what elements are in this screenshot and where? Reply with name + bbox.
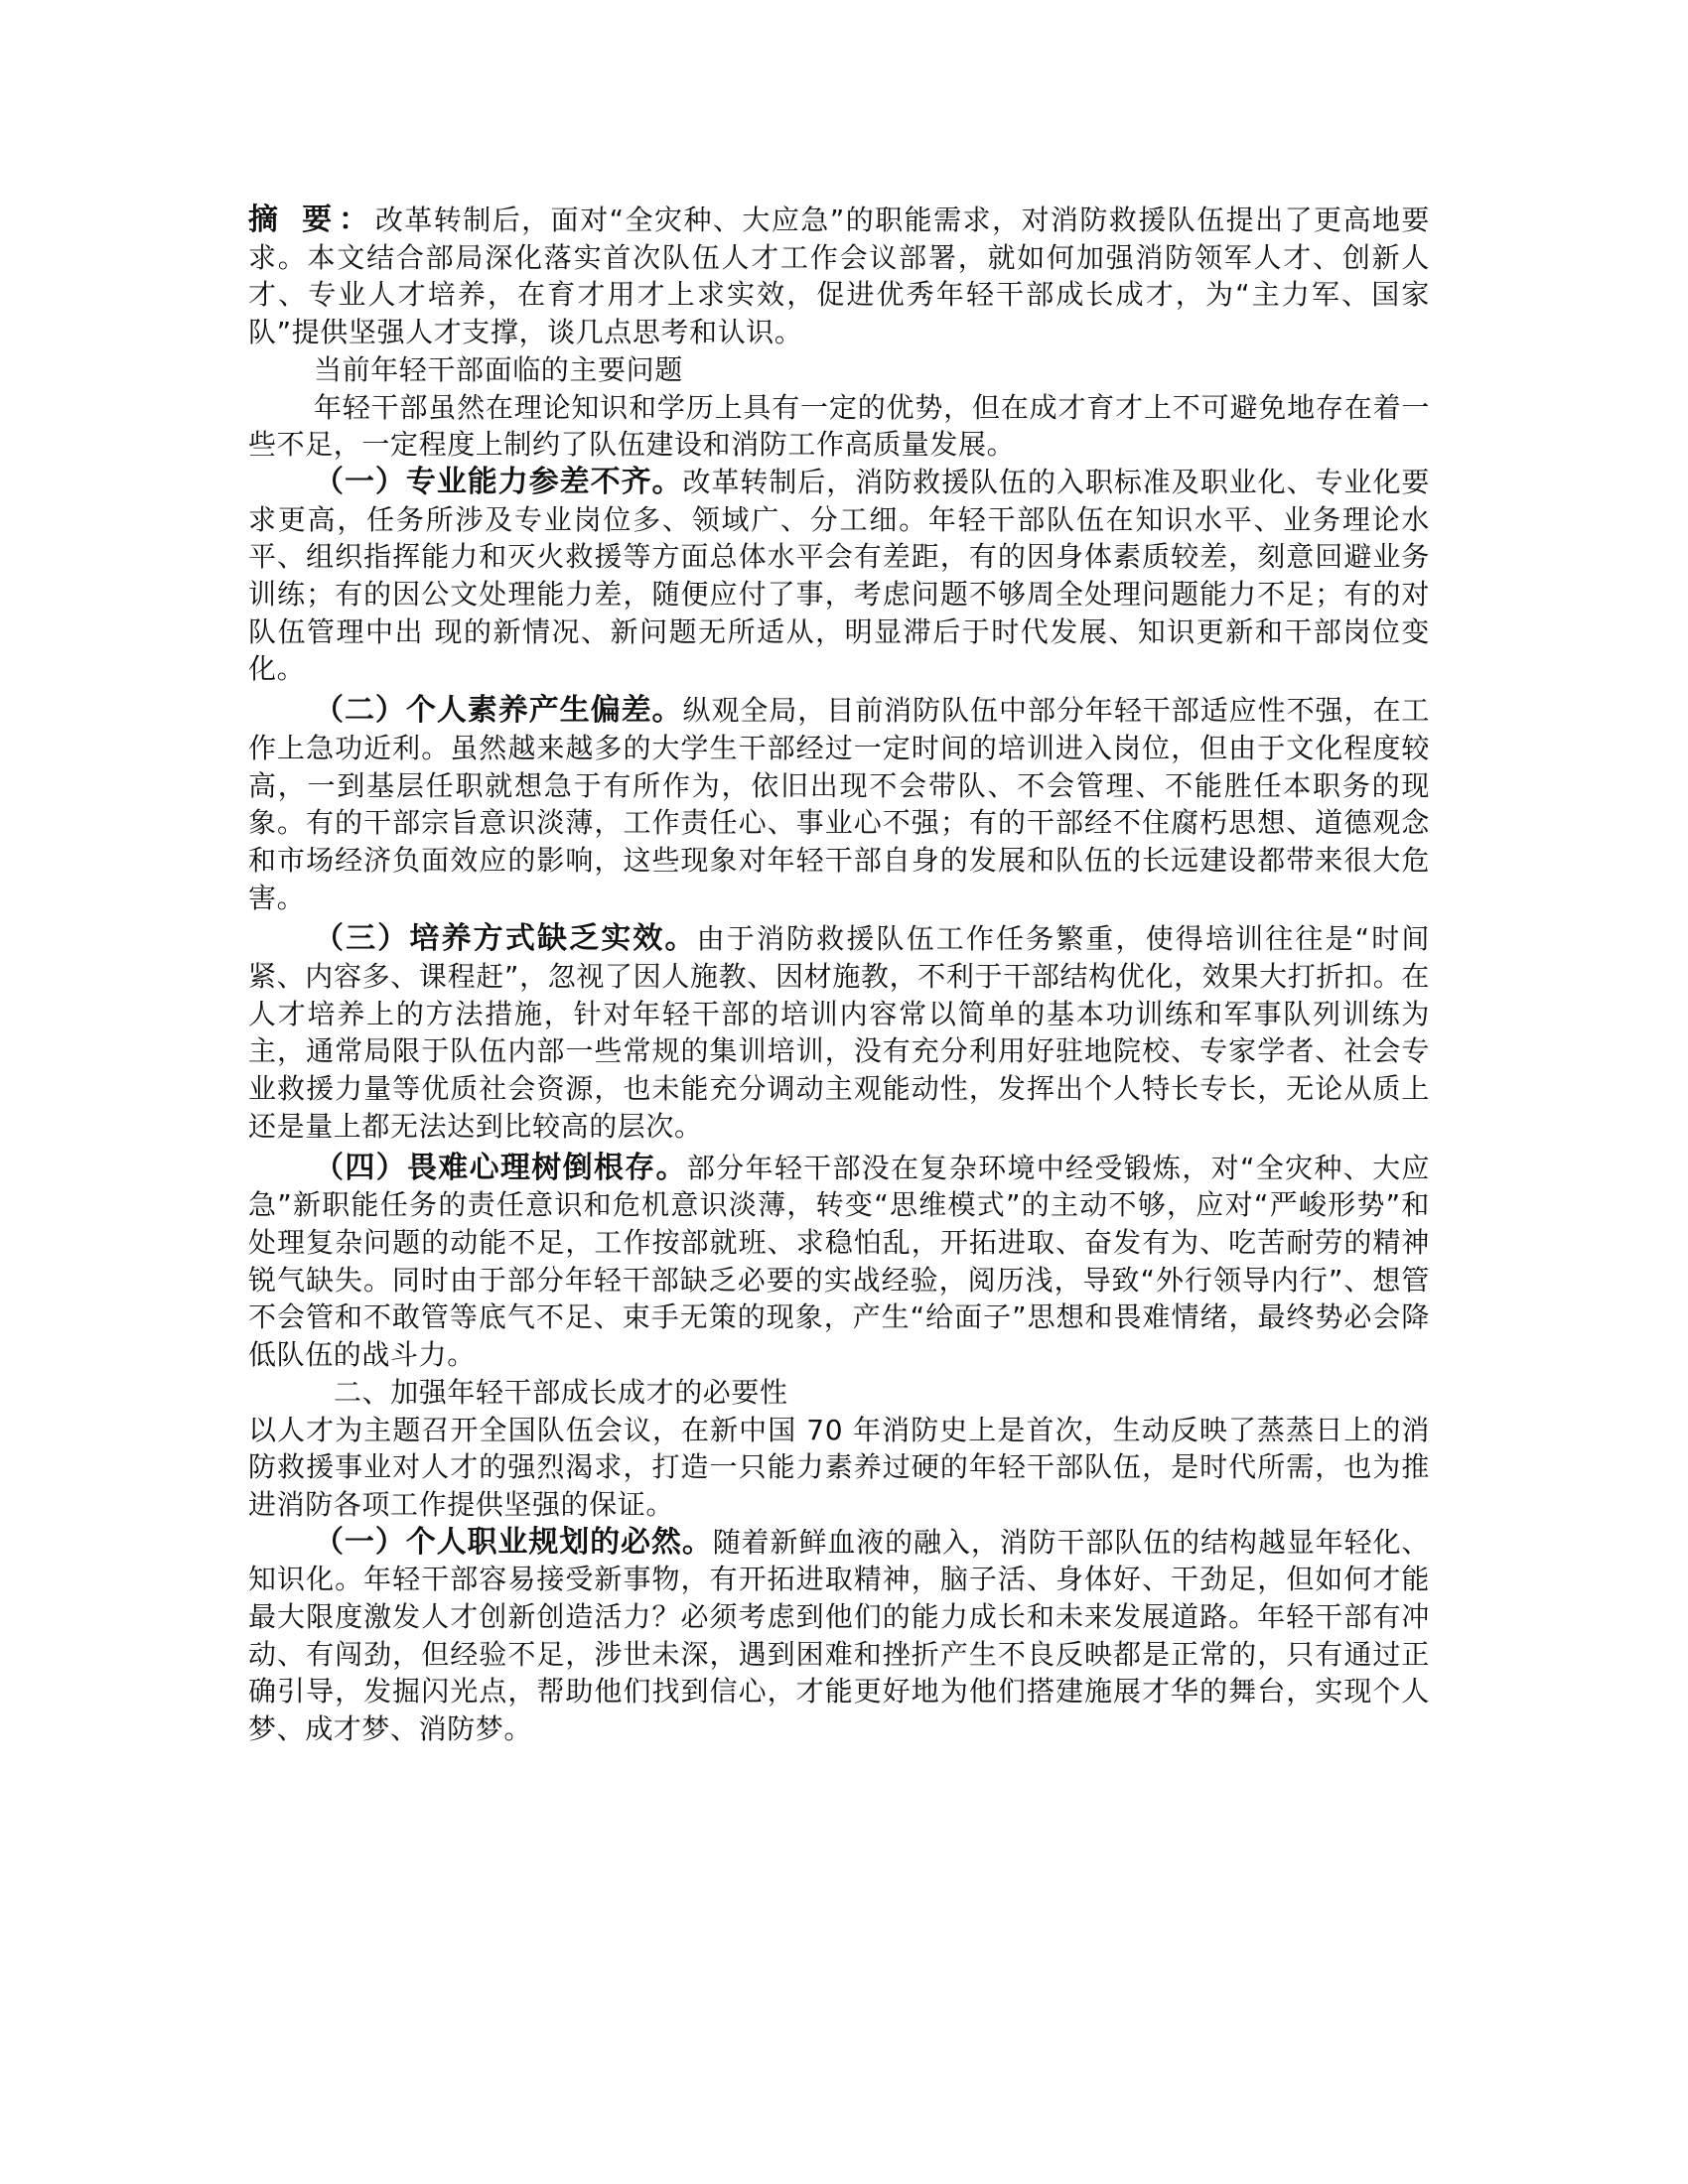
section-1-item-2 xyxy=(248,692,1430,916)
item-body: 部分年轻干部没在复杂环境中经受锻炼，对“全灾种、大应急”新职能任务的责任意识和危机意识淡薄，转变“思维模式”的主动不够，应对“严峻形势”和处理复杂问题的动能不足，工作按部就班、求稳怕乱，开拓进取、奋发有为、吃苦耐劳的精神锐气缺失。同时由于部分年轻干部缺乏必要的实战经验，阅历浅，导致“外行领导内行”、想管不会管和不敢管等底气不足、束手无策的现象，产生“给面子”思想和畏难情绪，最终势必会降低队伍的战斗力。 xyxy=(248,1151,1431,1372)
section-1-item-4 xyxy=(248,1150,1430,1374)
item-title: （二）个人素养产生偏差。 xyxy=(314,693,683,729)
item-title: （一）专业能力参差不齐。 xyxy=(314,464,683,499)
document-page xyxy=(248,202,1430,1748)
section-2-intro: 以人才为主题召开全国队伍会议，在新中国 70 年消防史上是首次，生动反映了蒸蒸日上的消防救援事业对人才的强烈渴求，打造一只能力素养过硬的年轻干部队伍，是时代所需，也为推进消防各项工作提供坚强的保证。 xyxy=(248,1413,1430,1521)
item-body: 由于消防救援队伍工作任务繁重，使得培训往往是“时间紧、内容多、课程赶”，忽视了因人施教、因材施教，不利于干部结构优化，效果大打折扣。在人才培养上的方法措施，针对年轻干部的培训内容常以简单的基本功训练和军事队列训练为主，通常局限于队伍内部一些常规的集训培训，没有充分利用好驻地院校、专家学者、社会专业救援力量等优质社会资源，也未能充分调动主观能动性，发挥出个人特长专长，无论从质上还是量上都无法达到比较高的层次。 xyxy=(248,922,1431,1143)
item-title: （四）畏难心理树倒根存。 xyxy=(314,1150,687,1185)
section-1-item-1 xyxy=(248,464,1430,688)
abstract-label: 摘 要： xyxy=(248,203,375,237)
item-body: 纵观全局，目前消防队伍中部分年轻干部适应性不强，在工作上急功近利。虽然越来越多的大学生干部经过一定时间的培训进入岗位，但由于文化程度较高，一到基层任职就想急于有所作为，依旧出现不会带队、不会管理、不能胜任本职务的现象。有的干部宗旨意识淡薄，工作责任心、事业心不强；有的干部经不住腐朽思想、道德观念和市场经济负面效应的影响，这些现象对年轻干部自身的发展和队伍的长远建设都带来很大危害。 xyxy=(248,694,1430,914)
item-title: （一）个人职业规划的必然。 xyxy=(314,1524,713,1560)
item-body: 改革转制后，消防救援队伍的入职标准及职业化、专业化要求更高，任务所涉及专业岗位多、领域广、分工细。年轻干部队伍在知识水平、业务理论水平、组织指挥能力和灭火救援等方面总体水平会有差距，有的因身体素质较差，刻意回避业务训练；有的因公文处理能力差，随便应付了事，考虑问题不够周全处理问题能力不足；有的对队伍管理中出 现的新情况、新问题无所适从，明显滞后于时代发展、知识更新和干部岗位变化。 xyxy=(248,465,1430,686)
item-title: （三）培养方式缺乏实效。 xyxy=(314,921,697,957)
section-1-intro: 年轻干部虽然在理论知识和学历上具有一定的优势，但在成才育才上不可避免地存在着一些不足，一定程度上制约了队伍建设和消防工作高质量发展。 xyxy=(248,390,1430,462)
section-2-heading: 二、加强年轻干部成长成才的必要性 xyxy=(334,1375,788,1409)
abstract-paragraph xyxy=(248,202,1430,351)
section-1-item-3 xyxy=(248,920,1430,1145)
abstract-text: 改革转制后，面对“全灾种、大应急”的职能需求，对消防救援队伍提出了更高地要求。本文结合部局深化落实首次队伍人才工作会议部署，就如何加强消防领军人才、创新人才、专业人才培养，在育才用才上求实效，促进优秀年轻干部成长成才，为“主力军、国家队”提供坚强人才支撑，谈几点思考和认识。 xyxy=(248,204,1431,349)
section-1-heading: 当前年轻干部面临的主要问题 xyxy=(314,352,683,386)
section-2-item-1 xyxy=(248,1524,1430,1748)
item-body: 随着新鲜血液的融入，消防干部队伍的结构越显年轻化、知识化。年轻干部容易接受新事物，有开拓进取精神，脑子活、身体好、干劲足，但如何才能最大限度激发人才创新创造活力？必须考虑到他们的能力成长和未来发展道路。年轻干部有冲动、有闯劲，但经验不足，涉世未深，遇到困难和挫折产生不良反映都是正常的，只有通过正确引导，发掘闪光点，帮助他们找到信心，才能更好地为他们搭建施展才华的舞台，实现个人梦、成才梦、消防梦。 xyxy=(248,1525,1430,1746)
